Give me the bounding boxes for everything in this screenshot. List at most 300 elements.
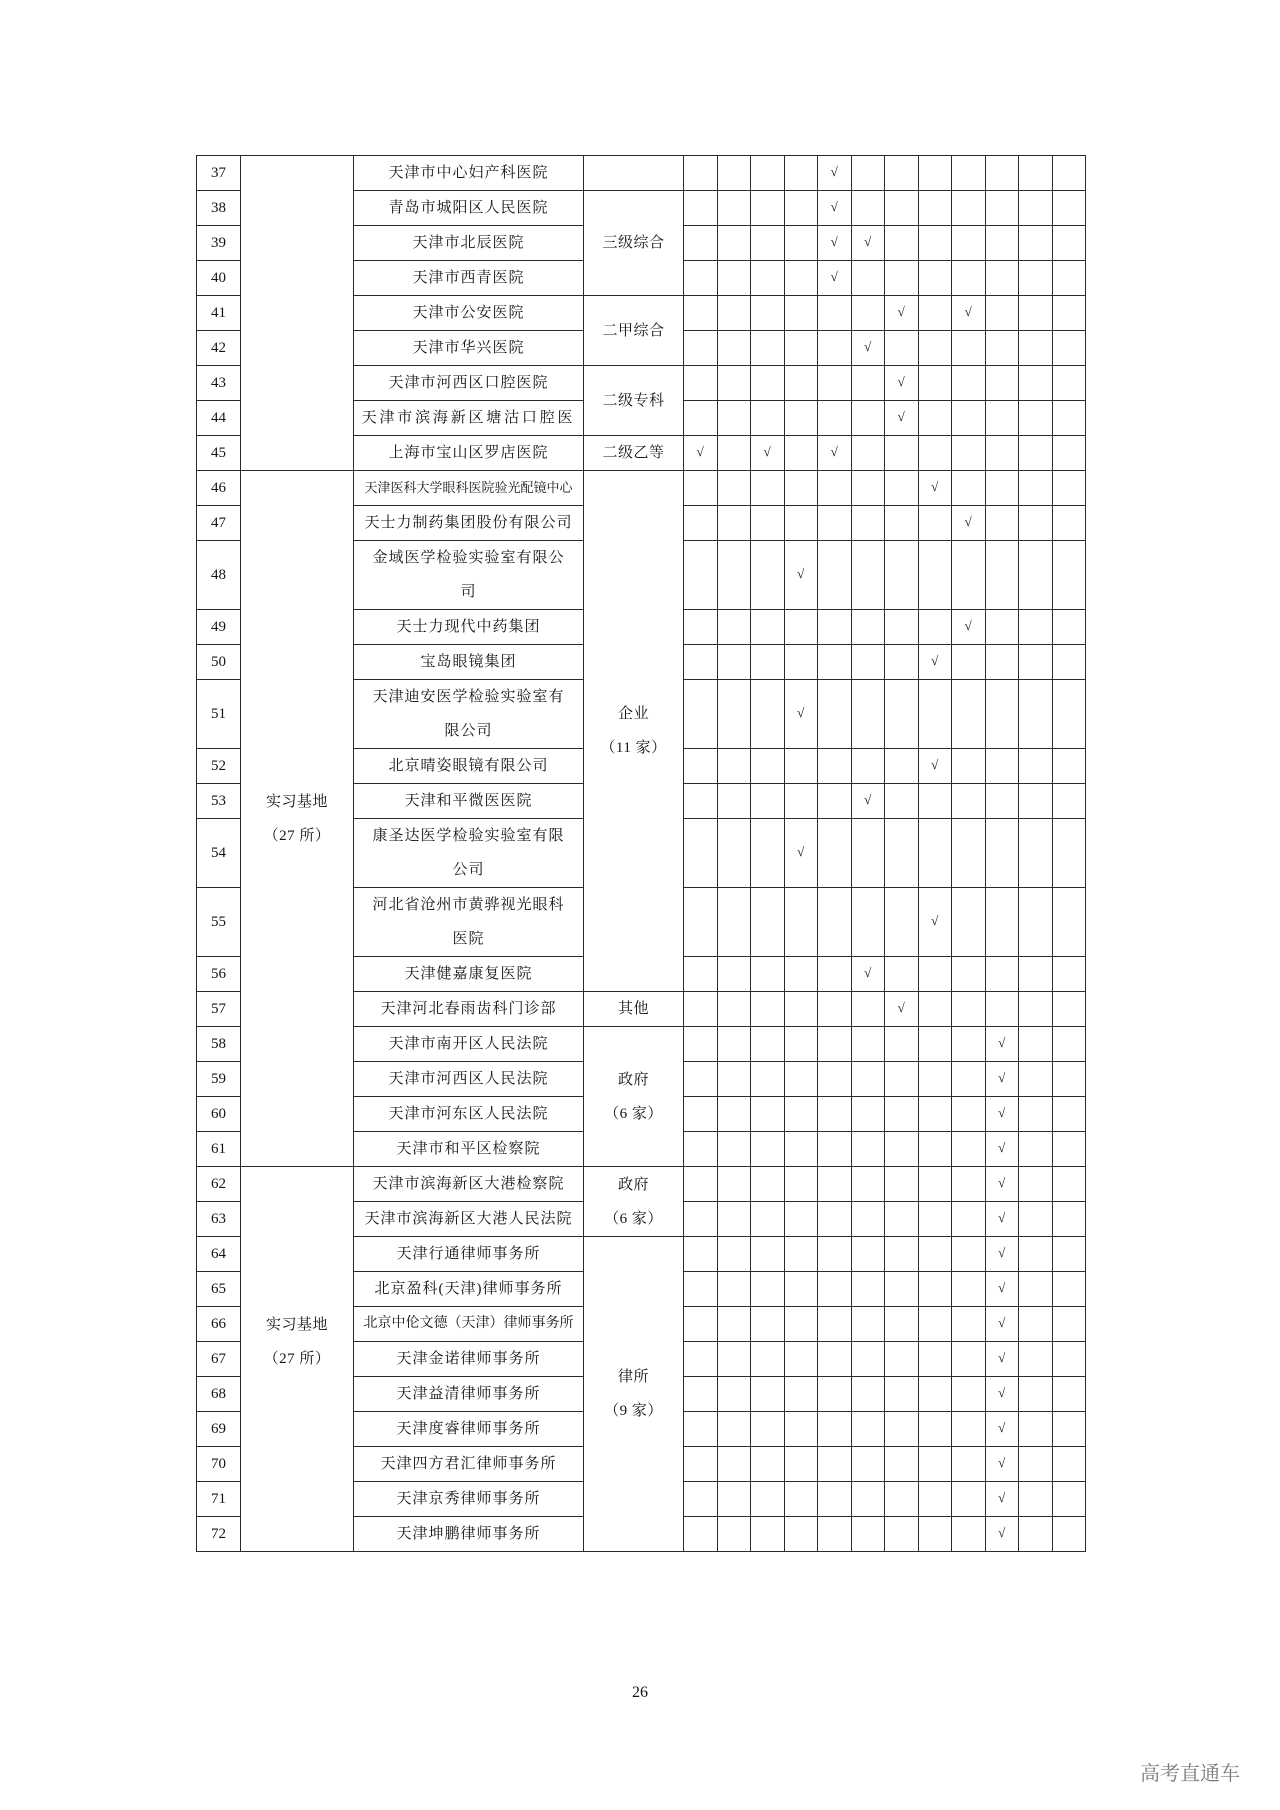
check-mark-icon: √ (797, 705, 805, 720)
check-cell (818, 992, 852, 1027)
row-number: 56 (197, 957, 241, 992)
check-cell (684, 1132, 718, 1167)
check-cell (885, 366, 919, 401)
check-cell (851, 366, 885, 401)
check-cell (885, 1202, 919, 1237)
row-number: 38 (197, 191, 241, 226)
check-cell (851, 888, 885, 957)
check-cell (1019, 1132, 1053, 1167)
check-mark-icon: √ (897, 409, 905, 424)
check-cell (918, 680, 952, 749)
check-cell (751, 401, 785, 436)
check-cell (885, 401, 919, 436)
check-cell (684, 1482, 718, 1517)
check-cell (684, 1097, 718, 1132)
check-cell (751, 1482, 785, 1517)
check-cell (717, 1517, 751, 1552)
check-cell (918, 226, 952, 261)
check-mark-icon: √ (797, 566, 805, 581)
row-number: 70 (197, 1447, 241, 1482)
check-cell (751, 1272, 785, 1307)
type-cell-label: 政府 (617, 1176, 649, 1193)
check-cell (952, 1482, 986, 1517)
check-cell (952, 1412, 986, 1447)
check-cell (818, 1447, 852, 1482)
check-mark-icon: √ (998, 1455, 1006, 1470)
check-cell (818, 506, 852, 541)
check-cell (1019, 645, 1053, 680)
check-cell (918, 992, 952, 1027)
check-cell (784, 888, 818, 957)
check-cell (784, 436, 818, 471)
check-cell (851, 1272, 885, 1307)
institution-name-line: 天士力制药集团股份有限公司 (364, 515, 573, 531)
check-cell (1052, 1377, 1086, 1412)
check-cell (717, 156, 751, 191)
institution-name (354, 1272, 584, 1307)
type-cell (584, 156, 684, 191)
check-cell (1052, 1342, 1086, 1377)
check-cell (952, 506, 986, 541)
check-cell (684, 366, 718, 401)
check-cell (885, 1062, 919, 1097)
check-cell (818, 156, 852, 191)
check-cell (918, 645, 952, 680)
check-cell (1019, 541, 1053, 610)
check-cell (851, 1517, 885, 1552)
check-cell (784, 296, 818, 331)
check-mark-icon: √ (864, 965, 872, 980)
check-mark-icon: √ (998, 1210, 1006, 1225)
check-cell (717, 226, 751, 261)
check-cell (885, 1272, 919, 1307)
check-cell (1052, 749, 1086, 784)
check-cell (751, 1377, 785, 1412)
check-cell (1052, 1412, 1086, 1447)
institution-name (354, 680, 584, 749)
check-cell (985, 1027, 1019, 1062)
check-cell (885, 957, 919, 992)
check-cell (885, 749, 919, 784)
check-cell (717, 749, 751, 784)
check-cell (684, 436, 718, 471)
check-cell (851, 992, 885, 1027)
check-mark-icon: √ (998, 1245, 1006, 1260)
check-cell (1019, 1272, 1053, 1307)
check-cell (1019, 331, 1053, 366)
check-cell (985, 506, 1019, 541)
check-cell (885, 261, 919, 296)
check-cell (885, 1482, 919, 1517)
category-cell (241, 1167, 354, 1552)
check-cell (684, 401, 718, 436)
check-cell (751, 1237, 785, 1272)
check-cell (784, 1412, 818, 1447)
check-cell (1019, 957, 1053, 992)
check-cell (918, 1272, 952, 1307)
check-cell (952, 1342, 986, 1377)
institution-name (354, 226, 584, 261)
institution-name-line: 公司 (452, 862, 485, 878)
check-cell (885, 331, 919, 366)
check-cell (818, 541, 852, 610)
check-cell (684, 680, 718, 749)
check-cell (885, 1027, 919, 1062)
check-cell (684, 645, 718, 680)
check-cell (952, 401, 986, 436)
check-cell (751, 156, 785, 191)
check-mark-icon: √ (964, 304, 972, 319)
check-cell (1019, 1412, 1053, 1447)
check-cell (751, 1447, 785, 1482)
check-cell (918, 471, 952, 506)
check-cell (885, 191, 919, 226)
check-cell (717, 1062, 751, 1097)
check-mark-icon: √ (864, 792, 872, 807)
check-cell (1019, 992, 1053, 1027)
institution-name (354, 331, 584, 366)
check-cell (717, 401, 751, 436)
row-number: 44 (197, 401, 241, 436)
check-cell (851, 610, 885, 645)
row-number: 42 (197, 331, 241, 366)
check-mark-icon: √ (830, 234, 838, 249)
row-number: 71 (197, 1482, 241, 1517)
check-cell (751, 749, 785, 784)
check-cell (885, 506, 919, 541)
institution-name (354, 1237, 584, 1272)
check-mark-icon: √ (931, 913, 939, 928)
check-cell (918, 1167, 952, 1202)
check-cell (952, 156, 986, 191)
institution-name-line: 天津健嘉康复医院 (404, 966, 533, 982)
institution-name (354, 366, 584, 401)
check-cell (1019, 506, 1053, 541)
check-cell (751, 957, 785, 992)
row-number: 46 (197, 471, 241, 506)
check-cell (818, 191, 852, 226)
check-cell (751, 1202, 785, 1237)
check-cell (885, 436, 919, 471)
check-mark-icon: √ (696, 444, 704, 459)
check-cell (952, 191, 986, 226)
category-cell-sub: （27 所） (263, 1351, 331, 1367)
institution-name (354, 1307, 584, 1342)
type-cell-label: 其他 (617, 1001, 649, 1017)
check-cell (1052, 610, 1086, 645)
institution-name (354, 1062, 584, 1097)
check-cell (851, 784, 885, 819)
institution-name-line: 天津医科大学眼科医院验光配镜中心 (364, 480, 573, 495)
check-cell (952, 888, 986, 957)
check-cell (985, 1307, 1019, 1342)
check-mark-icon: √ (964, 618, 972, 633)
row-number: 48 (197, 541, 241, 610)
check-cell (717, 436, 751, 471)
institution-name (354, 957, 584, 992)
check-cell (684, 471, 718, 506)
row-number: 72 (197, 1517, 241, 1552)
institution-name-line: 天津益清律师事务所 (396, 1386, 541, 1402)
check-cell (751, 436, 785, 471)
check-mark-icon: √ (998, 1175, 1006, 1190)
check-cell (985, 436, 1019, 471)
check-cell (751, 1307, 785, 1342)
type-cell (584, 1237, 684, 1552)
row-number: 65 (197, 1272, 241, 1307)
check-cell (784, 1517, 818, 1552)
check-cell (952, 610, 986, 645)
check-cell (784, 1482, 818, 1517)
check-cell (784, 541, 818, 610)
check-cell (885, 1517, 919, 1552)
check-cell (885, 1132, 919, 1167)
check-cell (918, 1062, 952, 1097)
check-cell (717, 261, 751, 296)
row-number: 59 (197, 1062, 241, 1097)
check-cell (784, 261, 818, 296)
institution-name-line: 天津市北辰医院 (412, 235, 525, 251)
institution-name-line: 天津市和平区检察院 (396, 1141, 541, 1157)
institution-name (354, 610, 584, 645)
check-cell (684, 1447, 718, 1482)
check-cell (784, 819, 818, 888)
check-cell (818, 888, 852, 957)
check-cell (985, 366, 1019, 401)
check-cell (918, 957, 952, 992)
row-number: 61 (197, 1132, 241, 1167)
check-cell (1052, 1062, 1086, 1097)
check-cell (1052, 888, 1086, 957)
check-cell (952, 1307, 986, 1342)
check-cell (684, 1377, 718, 1412)
check-cell (717, 541, 751, 610)
check-cell (1019, 1517, 1053, 1552)
check-cell (818, 1027, 852, 1062)
check-cell (1019, 1027, 1053, 1062)
check-cell (885, 1097, 919, 1132)
check-cell (952, 436, 986, 471)
check-cell (717, 296, 751, 331)
check-cell (918, 1482, 952, 1517)
check-cell (1019, 1307, 1053, 1342)
institution-name-line: 天津市河西区人民法院 (388, 1071, 549, 1087)
check-cell (751, 610, 785, 645)
check-cell (952, 261, 986, 296)
check-mark-icon: √ (864, 339, 872, 354)
check-cell (1052, 1482, 1086, 1517)
check-cell (1052, 191, 1086, 226)
check-cell (885, 888, 919, 957)
check-cell (1052, 226, 1086, 261)
check-cell (885, 610, 919, 645)
check-cell (684, 992, 718, 1027)
check-cell (1052, 680, 1086, 749)
check-cell (952, 1097, 986, 1132)
check-cell (985, 1482, 1019, 1517)
check-cell (952, 471, 986, 506)
check-cell (885, 680, 919, 749)
check-cell (851, 1377, 885, 1412)
check-cell (1019, 680, 1053, 749)
table-body (197, 156, 1086, 1552)
check-cell (717, 1412, 751, 1447)
check-cell (918, 1027, 952, 1062)
check-cell (684, 1342, 718, 1377)
institution-name-line: 天津度睿律师事务所 (396, 1421, 541, 1437)
check-cell (784, 191, 818, 226)
check-cell (952, 1517, 986, 1552)
check-cell (784, 1272, 818, 1307)
check-cell (1019, 1342, 1053, 1377)
check-cell (684, 226, 718, 261)
check-cell (851, 1097, 885, 1132)
row-number: 45 (197, 436, 241, 471)
institution-name (354, 1482, 584, 1517)
row-number: 50 (197, 645, 241, 680)
check-mark-icon: √ (964, 514, 972, 529)
check-cell (717, 366, 751, 401)
check-cell (851, 1202, 885, 1237)
institution-name (354, 1517, 584, 1552)
check-cell (918, 331, 952, 366)
check-cell (751, 784, 785, 819)
institution-name-line: 天津迪安医学检验实验室有 (372, 689, 565, 705)
check-cell (985, 1062, 1019, 1097)
check-cell (751, 1062, 785, 1097)
check-cell (717, 1027, 751, 1062)
institution-name-line: 河北省沧州市黄骅视光眼科 (372, 897, 565, 913)
institution-name-line: 天津市滨海新区塘沽口腔医 (361, 410, 576, 426)
check-cell (885, 1377, 919, 1412)
type-cell-label: 政府 (617, 1071, 649, 1088)
check-cell (818, 1412, 852, 1447)
check-cell (684, 1307, 718, 1342)
check-cell (918, 506, 952, 541)
check-cell (784, 1132, 818, 1167)
check-mark-icon: √ (763, 444, 771, 459)
institution-name-line: 天津市河东区人民法院 (388, 1106, 549, 1122)
institution-name (354, 645, 584, 680)
check-cell (918, 610, 952, 645)
check-cell (851, 749, 885, 784)
check-cell (717, 784, 751, 819)
type-cell-label: 二甲综合 (602, 322, 665, 339)
check-cell (751, 680, 785, 749)
check-cell (952, 1202, 986, 1237)
check-cell (1019, 610, 1053, 645)
check-cell (885, 296, 919, 331)
check-cell (784, 156, 818, 191)
check-cell (885, 471, 919, 506)
check-cell (1052, 784, 1086, 819)
institution-name (354, 1167, 584, 1202)
check-cell (985, 784, 1019, 819)
check-cell (851, 296, 885, 331)
check-cell (751, 191, 785, 226)
institution-name (354, 1377, 584, 1412)
institution-name (354, 784, 584, 819)
check-cell (985, 819, 1019, 888)
check-cell (684, 1027, 718, 1062)
check-mark-icon: √ (998, 1525, 1006, 1540)
type-cell-label: 企业 (617, 706, 649, 722)
check-cell (717, 1482, 751, 1517)
check-cell (784, 680, 818, 749)
check-cell (818, 784, 852, 819)
check-cell (985, 226, 1019, 261)
institution-name-line: 天津金诺律师事务所 (396, 1351, 541, 1367)
check-cell (717, 1342, 751, 1377)
check-cell (784, 401, 818, 436)
institution-name-line: 天津市西青医院 (412, 270, 525, 286)
institution-name-line: 限公司 (444, 723, 493, 739)
check-cell (784, 506, 818, 541)
institution-name (354, 749, 584, 784)
institution-name-line: 天津行通律师事务所 (396, 1246, 541, 1262)
institution-name-line: 天津坤鹏律师事务所 (396, 1526, 541, 1542)
check-cell (684, 1517, 718, 1552)
institution-name (354, 819, 584, 888)
institution-name (354, 471, 584, 506)
check-cell (717, 1202, 751, 1237)
check-cell (985, 1132, 1019, 1167)
check-cell (717, 610, 751, 645)
check-cell (851, 471, 885, 506)
row-number: 47 (197, 506, 241, 541)
type-cell-label: 律所 (617, 1369, 649, 1385)
check-mark-icon: √ (830, 164, 838, 179)
row-number: 53 (197, 784, 241, 819)
type-cell (584, 1027, 684, 1167)
check-mark-icon: √ (998, 1280, 1006, 1295)
check-cell (784, 226, 818, 261)
check-cell (717, 506, 751, 541)
check-cell (818, 1482, 852, 1517)
check-cell (985, 191, 1019, 226)
check-cell (818, 261, 852, 296)
check-cell (717, 645, 751, 680)
check-cell (684, 819, 718, 888)
check-cell (1052, 1027, 1086, 1062)
check-cell (784, 471, 818, 506)
check-cell (684, 191, 718, 226)
check-cell (952, 784, 986, 819)
check-cell (1019, 366, 1053, 401)
check-cell (784, 610, 818, 645)
check-cell (1052, 541, 1086, 610)
check-cell (918, 1377, 952, 1412)
institution-name-line: 天津市河西区口腔医院 (388, 375, 549, 391)
institution-name (354, 1342, 584, 1377)
check-cell (851, 1307, 885, 1342)
check-cell (751, 296, 785, 331)
check-cell (751, 819, 785, 888)
check-cell (851, 226, 885, 261)
check-cell (818, 331, 852, 366)
row-number: 54 (197, 819, 241, 888)
check-cell (818, 471, 852, 506)
check-cell (985, 749, 1019, 784)
check-cell (918, 1132, 952, 1167)
check-cell (784, 366, 818, 401)
check-mark-icon: √ (830, 269, 838, 284)
row-number: 57 (197, 992, 241, 1027)
check-cell (818, 1202, 852, 1237)
check-cell (918, 366, 952, 401)
institution-name-line: 青岛市城阳区人民医院 (388, 200, 549, 216)
check-cell (684, 1202, 718, 1237)
